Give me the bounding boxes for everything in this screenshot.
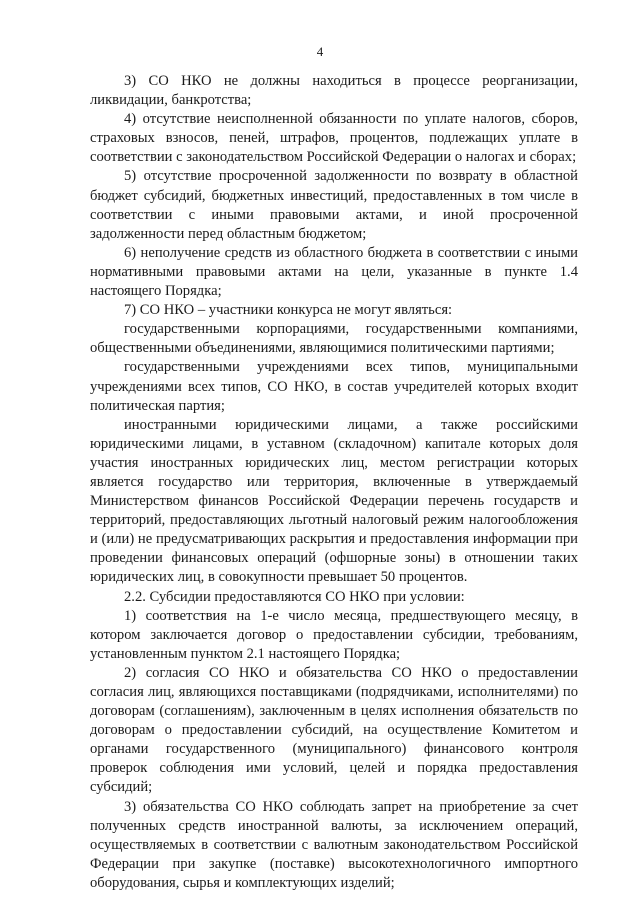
paragraph-condition-2: 2) согласия СО НКО и обязательства СО НКО о предоставлении согласия лиц, являющихся поставщиками (подрядчиками, исполнителями) по договорам (соглашениям), заключенным в целях исполнения обязательств по договорам о предоставлении субсидий, на осуществление Комитетом и органами государственного (муниципального) финансового контроля проверок соблюдения ими условий, целей и порядка предоставления субсидий;: [90, 664, 578, 796]
paragraph-foreign-entities: иностранными юридическими лицами, а также российскими юридическими лицами, в уставном (складочном) капитале которых доля участия иностранных юридических лиц, местом регистрации которых является государство или территория, включенные в утверждаемый Министерством финансов Российской Федерации перечень государств и территорий, предоставляющих льготный налоговый режим налогообложения и (или) не предусматривающих раскрытия и предоставления информации при проведении финансовых операций (офшорные зоны) в отношении таких юридических лиц, в совокупности превышает 50 процентов.: [90, 416, 578, 586]
paragraph-6-no-other-funds: 6) неполучение средств из областного бюджета в соответствии с иными нормативными правовыми актами на цели, указанные в пункте 1.4 настоящего Порядка;: [90, 244, 578, 300]
paragraph-condition-3: 3) обязательства СО НКО соблюдать запрет на приобретение за счет полученных средств иностранной валюты, за исключением операций, осуществляемых в соответствии с валютным законодательством Российской Федерации при закупке (поставке) высокотехнологичного импортного оборудования, сырья и комплектующих изделий;: [90, 798, 578, 891]
paragraph-state-institutions: государственными учреждениями всех типов, муниципальными учреждениями всех типов, СО НКО, в состав учредителей которых входит политическая партия;: [90, 359, 578, 414]
paragraph-5-budget-debt: 5) отсутствие просроченной задолженности по возврату в областной бюджет субсидий, бюджетных инвестиций, предоставленных в том числе в соответствии с иными правовыми актами, и иной просроченной задолженности перед областным бюджетом;: [90, 168, 578, 242]
paragraph-state-corporations: государственными корпорациями, государственными компаниями, общественными объединениями, являющимися политическими партиями;: [90, 321, 578, 357]
page-number: 4: [316, 44, 324, 59]
document-body: [90, 72, 578, 893]
paragraph-3-reorganization: 3) СО НКО не должны находиться в процессе реорганизации, ликвидации, банкротства;: [90, 73, 578, 109]
paragraph-2-2-conditions: 2.2. Субсидии предоставляются СО НКО при условии:: [124, 588, 465, 605]
paragraph-4-tax-debt: 4) отсутствие неисполненной обязанности по уплате налогов, сборов, страховых взносов, пеней, штрафов, процентов, подлежащих уплате в соответствии с законодательством Российской Федерации о налогах и сборах;: [90, 111, 578, 166]
paragraph-7-excluded-participants: 7) СО НКО – участники конкурса не могут являться:: [124, 302, 453, 319]
paragraph-condition-1: 1) соответствия на 1-е число месяца, предшествующего месяцу, в котором заключается договор о предоставлении субсидии, требованиям, установленным пунктом 2.1 настоящего Порядка;: [90, 607, 578, 662]
